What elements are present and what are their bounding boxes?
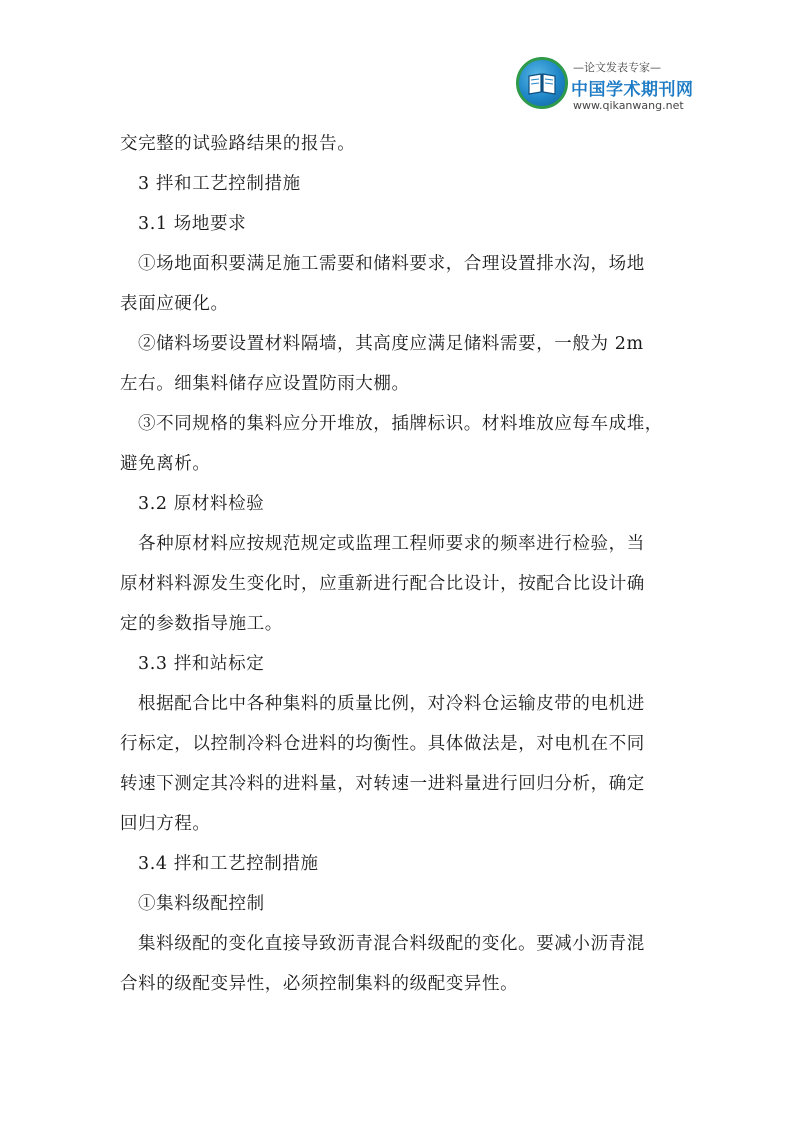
paragraph-line: 各种原材料应按规范规定或监理工程师要求的频率进行检验，当 <box>138 534 645 554</box>
subsection-heading: 3.4 拌和工艺控制措施 <box>138 854 319 874</box>
paragraph-line: 转速下测定其冷料的进料量，对转速一进料量进行回归分析，确定 <box>120 774 645 794</box>
paragraph-line: ①集料级配控制 <box>138 894 265 914</box>
logo-tagline: —论文发表专家— <box>573 61 661 74</box>
section-heading: 3 拌和工艺控制措施 <box>138 174 301 194</box>
paragraph-line: 根据配合比中各种集料的质量比例，对冷料仓运输皮带的电机进 <box>138 694 645 714</box>
subsection-heading: 3.1 场地要求 <box>138 214 247 234</box>
logo-url: www.qikanwang.net <box>573 99 684 112</box>
paragraph-line: ②储料场要设置材料隔墙，其高度应满足储料需要，一般为 2m <box>138 334 644 354</box>
logo-name: 中国学术期刊网 <box>571 80 694 100</box>
paragraph-line: 表面应硬化。 <box>120 294 229 314</box>
paragraph-line: 左右。细集料储存应设置防雨大棚。 <box>120 374 410 394</box>
site-logo <box>513 55 694 119</box>
paragraph-line: 回归方程。 <box>120 814 211 834</box>
paragraph-line: 交完整的试验路结果的报告。 <box>120 134 356 154</box>
paragraph-line: 定的参数指导施工。 <box>120 614 283 634</box>
document-body <box>120 124 690 1004</box>
paragraph-line: 集料级配的变化直接导致沥青混合料级配的变化。要减小沥青混 <box>138 934 645 954</box>
paragraph-line: 原材料料源发生变化时，应重新进行配合比设计，按配合比设计确 <box>120 574 645 594</box>
paragraph-line: 行标定，以控制冷料仓进料的均衡性。具体做法是，对电机在不同 <box>120 734 645 754</box>
subsection-heading: 3.2 原材料检验 <box>138 494 265 514</box>
book-globe-icon <box>516 57 568 109</box>
subsection-heading: 3.3 拌和站标定 <box>138 654 265 674</box>
paragraph-line: 避免离析。 <box>120 454 211 474</box>
paragraph-line: ①场地面积要满足施工需要和储料要求，合理设置排水沟，场地 <box>138 254 645 274</box>
paragraph-line: ③不同规格的集料应分开堆放，插牌标识。材料堆放应每车成堆， <box>138 414 663 434</box>
paragraph-line: 合料的级配变异性，必须控制集料的级配变异性。 <box>120 974 519 994</box>
